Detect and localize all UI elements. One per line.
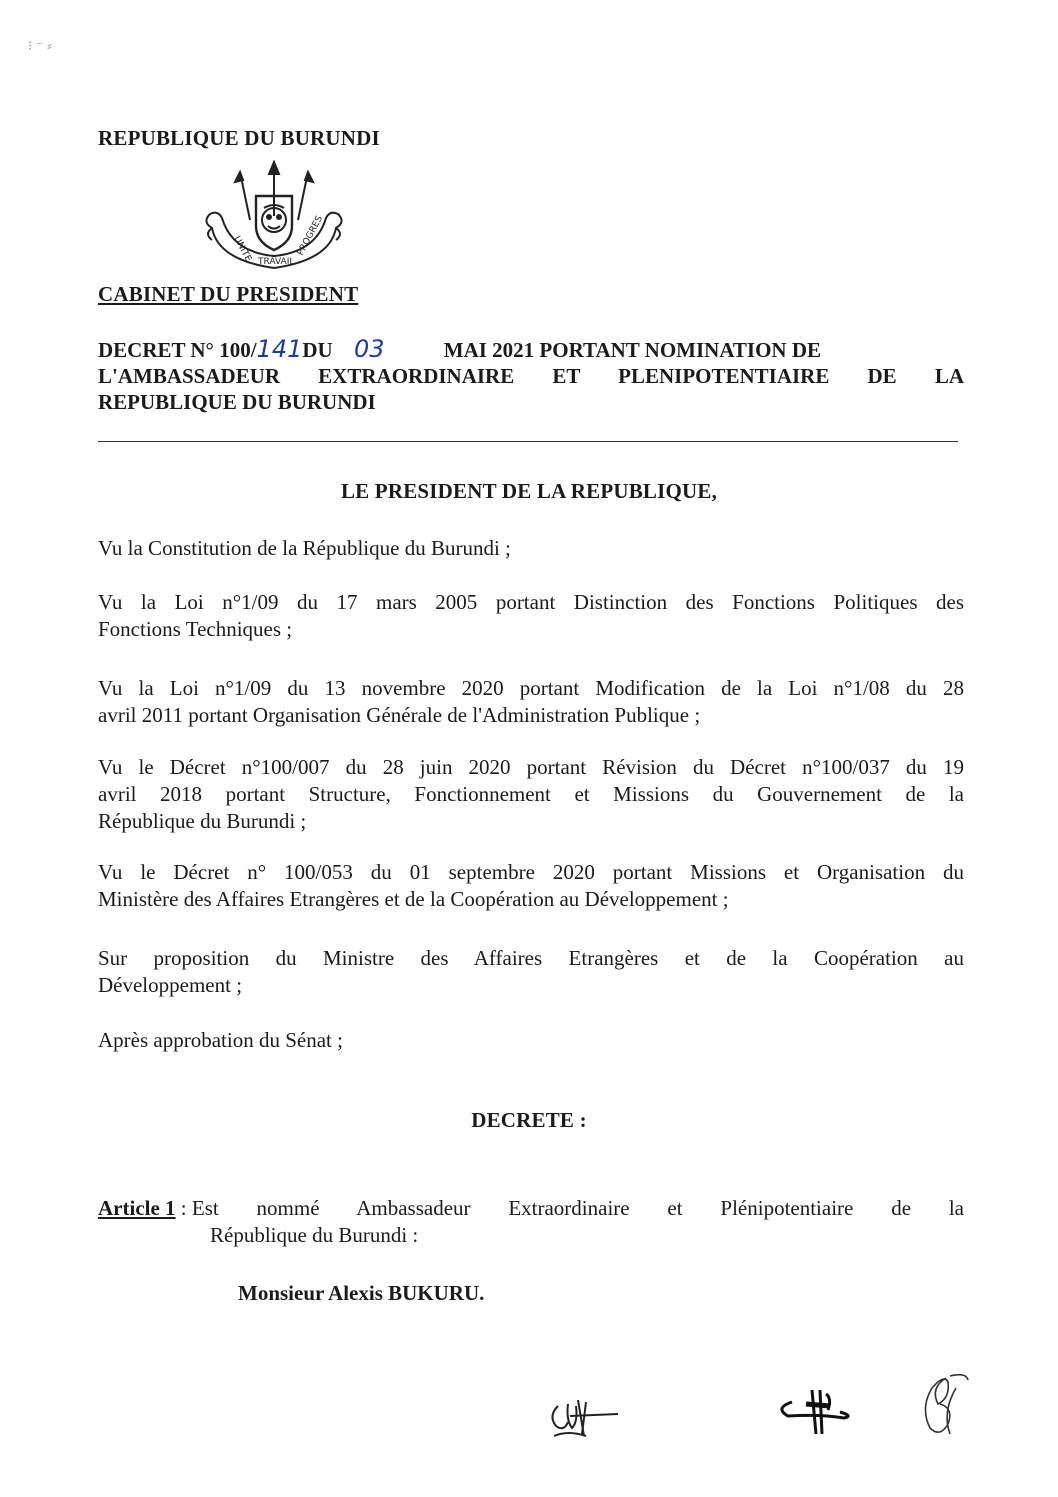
consideration-decret-100-007: Vu le Décret n°100/007 du 28 juin 2020 portant Révision du Décret n°100/037 du 19 avril 2018 portant Structure, Fonctionnement et Missions du Gouvernement de la République du Burundi ; <box>98 755 964 833</box>
handwritten-decree-number: 141 <box>256 335 303 363</box>
motto-progres: PROGRES <box>295 214 326 258</box>
title-line-1 <box>98 336 964 363</box>
article-1-line-2: République du Burundi : <box>210 1223 419 1247</box>
title-line-3: REPUBLIQUE DU BURUNDI <box>98 390 376 414</box>
consideration-loi-2005: Vu la Loi n°1/09 du 17 mars 2005 portant Distinction des Fonctions Politiques des Fonctions Techniques ; <box>98 590 964 641</box>
motto-travail: TRAVAIL <box>258 257 295 267</box>
coat-of-arms-emblem <box>198 160 350 282</box>
title-du: DU <box>302 338 333 362</box>
consideration-proposition: Sur proposition du Ministre des Affaires Etrangères et de la Coopération au Développement ; <box>98 946 964 997</box>
decree-title <box>98 336 964 415</box>
country-heading: REPUBLIQUE DU BURUNDI <box>98 126 380 150</box>
consideration-decret-100-053: Vu le Décret n° 100/053 du 01 septembre 2020 portant Missions et Organisation du Ministère des Affaires Etrangères et de la Coopération au Développement ; <box>98 860 964 911</box>
initials-mark-3 <box>910 1368 980 1446</box>
consideration-loi-2020: Vu la Loi n°1/09 du 13 novembre 2020 portant Modification de la Loi n°1/08 du 28 avril 2011 portant Organisation Générale de l'Administration Publique ; <box>98 676 964 727</box>
title-divider <box>98 441 958 442</box>
cabinet-heading: CABINET DU PRESIDENT <box>98 282 359 306</box>
handwritten-day: 03 <box>353 335 385 363</box>
president-heading: LE PRESIDENT DE LA REPUBLIQUE, <box>340 479 718 503</box>
title-line-2: L'AMBASSADEUR EXTRAORDINAIRE ET PLENIPOTENTIAIRE DE LA <box>98 364 964 388</box>
initials-mark-1 <box>540 1386 620 1442</box>
article-1 <box>98 1195 964 1249</box>
consideration-constitution: Vu la Constitution de la République du Burundi ; <box>98 536 511 560</box>
article-1-label: Article 1 <box>98 1196 176 1220</box>
motto-unite: UNITE <box>231 234 253 264</box>
title-rest-line-1: MAI 2021 PORTANT NOMINATION DE <box>443 338 822 362</box>
title-prefix: DECRET N° 100/ <box>98 338 257 362</box>
article-1-line-1: Est nommé Ambassadeur Extraordinaire et Plénipotentiaire de la <box>191 1196 964 1220</box>
decrete-heading: DECRETE : <box>471 1108 587 1132</box>
consideration-senat: Après approbation du Sénat ; <box>98 1028 343 1052</box>
article-1-sep: : <box>175 1196 192 1220</box>
initials-mark-2 <box>770 1384 866 1440</box>
appointee-name: Monsieur Alexis BUKURU. <box>238 1281 485 1305</box>
scan-mark: ⁝ ⁻ ⸗ <box>28 39 52 54</box>
